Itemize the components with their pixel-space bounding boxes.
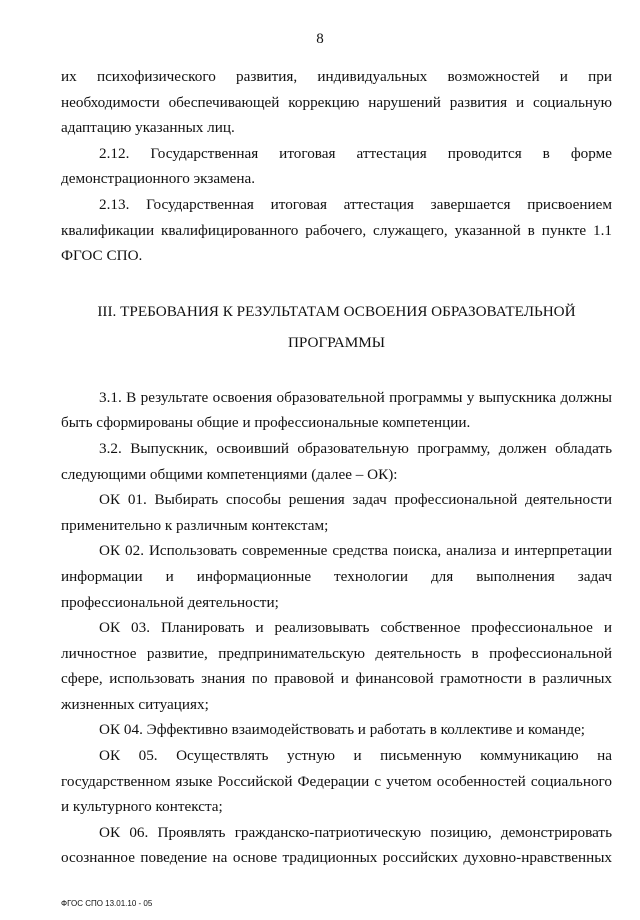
section-heading-line-1: III. ТРЕБОВАНИЯ К РЕЗУЛЬТАТАМ ОСВОЕНИЯ ОБРАЗОВАТЕЛЬНОЙ [97, 302, 576, 320]
competency-ok-06: ОК 06. Проявлять гражданско-патриотическую позицию, демонстрировать осознанное поведение на основе традиционных российских духовно-нравственных [61, 823, 612, 867]
competency-ok-03: ОК 03. Планировать и реализовывать собственное профессиональное и личностное развитие, предпринимательскую деятельность в профессиональной сфере, использовать знания по правовой и финансовой грамотности в различных жизненных ситуациях; [61, 619, 612, 713]
footer-document-code: ФГОС СПО 13.01.10 - 05 [61, 899, 153, 908]
competency-ok-05: ОК 05. Осуществлять устную и письменную коммуникацию на государственном языке Российской Федерации с учетом особенностей социального и культурного контекста; [61, 747, 612, 816]
paragraph-3-2: 3.2. Выпускник, освоивший образовательную программу, должен обладать следующими общими компетенциями (далее – ОК): [61, 439, 612, 483]
document-body [61, 64, 612, 871]
competency-ok-02: ОК 02. Использовать современные средства поиска, анализа и интерпретации информации и информационные технологии для выполнения задач профессиональной деятельности; [61, 542, 612, 611]
competency-ok-01: ОК 01. Выбирать способы решения задач профессиональной деятельности применительно к различным контекстам; [61, 491, 612, 534]
section-heading-line-2: ПРОГРАММЫ [287, 333, 386, 351]
page-number: 8 [316, 31, 324, 47]
paragraph-3-1: 3.1. В результате освоения образовательной программы у выпускника должны быть сформированы общие и профессиональные компетенции. [61, 388, 612, 432]
competency-ok-04: ОК 04. Эффективно взаимодействовать и работать в коллективе и команде; [99, 721, 586, 739]
paragraph-intro-continued: их психофизического развития, индивидуальных возможностей и при необходимости обеспечивающей коррекцию нарушений развития и социальную адаптацию указанных лиц. [61, 68, 612, 137]
paragraph-2-12: 2.12. Государственная итоговая аттестация проводится в форме демонстрационного экзамена. [61, 144, 612, 188]
paragraph-2-13: 2.13. Государственная итоговая аттестация завершается присвоением квалификации квалифицированного рабочего, служащего, указанной в пункте 1.1 ФГОС СПО. [61, 195, 612, 265]
section-heading [61, 296, 612, 358]
